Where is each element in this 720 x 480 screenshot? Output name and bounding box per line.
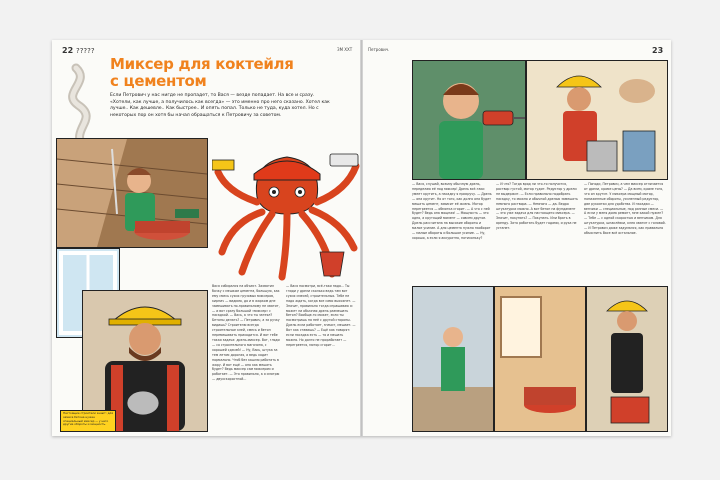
comic-man-drill-illustration xyxy=(413,61,525,179)
right-column-3: — Погоди, Петрович, а чем миксер отличается от дрели, кроме цены? — Да всем, кроме того, что он крутит. У миксера мощный мотор, пониженные обороты, усиленный редуктор, две рукоятки для удобства. И насадки — венчики — специальные, под разные смеси. — А если у меня дома ремонт, мне какой нужен? — Тебе — с одной скоростью и венчиком. Для штукатурки, шпаклёвки, клея хватит с головой. — И Петрович даже задумался, как правильно объяснить Васе всё остальное. xyxy=(584,182,666,236)
right-column-1: — Вася, слушай, возьму обычную дрель, переделаю её под миксер! Дрель всё-таки умеет крутить, а насадку я прикручу. — Дрель — она крутит. Но от того, как долго она будет мешать цемент, зависит её жизнь. Мотор перегреется — обмотка сгорит. — А что с ней будет? Ведь она мощная! — Мощность — это одно, а крутящий момент — совсем другое. Дрель рассчитана на высокие обороты и малое усилие. А для цемента нужно наоборот — малые обороты и большое усилие. — Ну, хорошо, а если я аккуратно, потихоньку? xyxy=(412,182,492,240)
octopus-illustration xyxy=(212,152,362,282)
magazine-spread xyxy=(52,40,671,436)
title-line-2: с цементом xyxy=(110,72,207,90)
section-label-left: ЗМ ХХТ xyxy=(337,47,353,52)
title-line-1: Миксер для коктейля xyxy=(110,55,294,73)
left-column-2: — Вася посмотри, всё-таки надо... Ты гляди у дрели сколько ведь там вот сухих смесей, строительных. Тебе не надо ждать, когда все само высохнет. — Значит, правильно тогда спрашиваю я: может ли обычная дрель размешать бетон? Вообще-то может, если ты посмотришь на неё с другой стороны. Дрель если работает, значит, мешает. — Вот как ставишь? — Ещё как говорят: если насадка есть — то и мешать можно. Но долго не проработает — перегреется, мотор сгорит... xyxy=(286,284,356,347)
left-page xyxy=(52,40,361,436)
comic-worker-bucket-illustration xyxy=(527,61,667,179)
article-title xyxy=(110,56,315,90)
panel-bottom-middle xyxy=(494,286,586,432)
page-number-left: 22 xyxy=(62,46,74,55)
panel-drill-mixing xyxy=(56,138,208,248)
panel-worker-bucket xyxy=(526,60,668,180)
right-column-2: — И что? Тогда вряд ли что-то получится, раствор густой, мотор гудит. Редуктор у дрели не выдержит. — Если правильно подобрать насадку, то можно и обычной дрелью замешать немного раствора. — Немного — да. Ведро штукатурки можно. А вот бетон на фундамент — это уже задача для настоящего миксера. — Значит, покупать? — Покупать. Или брать в аренду. Зато работать будет годами, и рука не устанет. xyxy=(496,182,578,231)
lead-paragraph: Если Петрович у нас нигде не пропадет, то Вася — везде попадает. На все и сразу. «Хотели, как лучше, а получилось как всегда» — это именно про него сказано. Хотел как лучше.. Как дешевле.. Как быстрее.. И опять попал. Только не туда, куда хотел. Но с некоторых пор он хотя бы начал обращаться к Петровичу за советом. xyxy=(110,93,330,118)
panel-man-with-drill xyxy=(412,60,526,180)
comic-drill-mixing-illustration xyxy=(57,139,207,247)
running-head: ????? xyxy=(76,47,95,55)
panel-bottom-right xyxy=(586,286,668,432)
right-page xyxy=(362,40,671,436)
section-label-right: Петрович. xyxy=(368,47,390,52)
yellow-note-left: Настоящие строители знают: для замеса бетона нужен специальный миксер — у него другие обороты и мощность. xyxy=(60,410,116,432)
panel-bottom-left xyxy=(412,286,494,432)
left-column-1: Вася собирался на объект. Захватил бочку с мешком цемента, большую, как ему смесь сухих грузовых миксеров, кирпич — видимо, до и в жарком дне замешивать по-правильному не хватит, — и вот сразу большой «миксер» с насадкой. — Вась, а что ты затеял? Бетоны делать? — Петрович, а за ручку видишь? Строителю всегда строительные клей, смесь и бетон перемешивать приходится. И вот тебе такая задача: дрель-миксер. Вот, гляди — со строительного магазина, с хорошей сдачей! — Ну, Вась, штука за тем летом дорогая, а ведь ходит нормально. Чтоб без кашлю работать в жару. И вот ещё — оно как мешать будет? Ведь миксер сам миксером и работает. — Это правильно, а я смотрю — двухскоростной... xyxy=(212,284,280,382)
page-number-right: 23 xyxy=(652,46,664,55)
